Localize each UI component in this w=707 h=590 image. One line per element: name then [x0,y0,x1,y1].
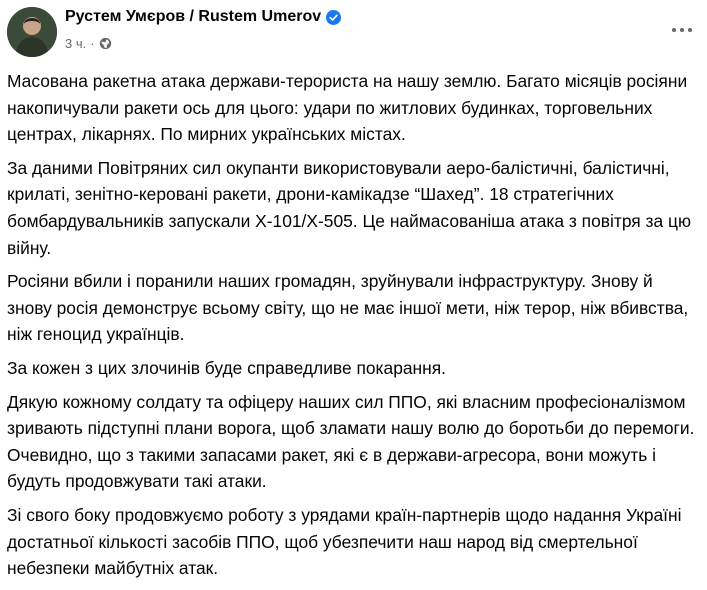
post-header [0,0,707,64]
post-paragraph: За даними Повітряних сил окупанти використовували аеро-балістичні, балістичні, крилаті, зенітно-керовані ракети, дрони-камікадзе “Шахед”. 18 стратегічних бомбардувальників запускали Х-101/Х-505. Це наймасованіша атака з повітря за цю війну. [7,157,692,258]
verified-badge-icon [326,10,341,25]
post-paragraph: Росіяни вбили і поранили наших громадян, зруйнували інфраструктуру. Знову й знову росія демонструє всьому світу, що не має іншої мети, ніж терор, ніж вбивства, ніж геноцид українців. [7,271,689,345]
post-timestamp[interactable]: 3 ч. [65,36,87,51]
meta-separator: · [90,36,95,51]
more-options-icon [672,28,676,32]
post-paragraph: Дякую кожному солдату та офіцеру наших сил ППО, які власним професіоналізмом зривають підступні плани ворога, щоб зламати нашу волю до боротьби до перемоги. [7,391,695,439]
author-name[interactable]: Рустем Умєров / Rustem Umerov [65,8,322,25]
post-paragraph: За кожен з цих злочинів буде справедливе покарання. [7,357,447,378]
author-name-row [65,8,341,26]
more-options-button[interactable] [664,18,700,42]
globe-icon[interactable] [99,37,112,50]
post-paragraph: Очевидно, що з такими запасами ракет, які є в держави-агресора, вони можуть і будуть продовжувати такі атаки. [7,444,657,492]
author-avatar[interactable] [7,7,57,57]
post-body [7,68,699,589]
post-meta [65,36,112,51]
post-paragraph: Зі свого боку продовжуємо роботу з урядами країн-партнерів щодо надання Україні достатньої кількості засобів ППО, щоб убезпечити наш народ від смертельної небезпеки майбутніх атак. [7,504,682,579]
post-paragraph: Масована ракетна атака держави-терориста на нашу землю. Багато місяців росіяни накопичували ракети ось для цього: удари по житлових будинках, торговельних центрах, лікарнях. По мирних українських містах. [7,71,688,145]
avatar-photo [7,7,57,57]
